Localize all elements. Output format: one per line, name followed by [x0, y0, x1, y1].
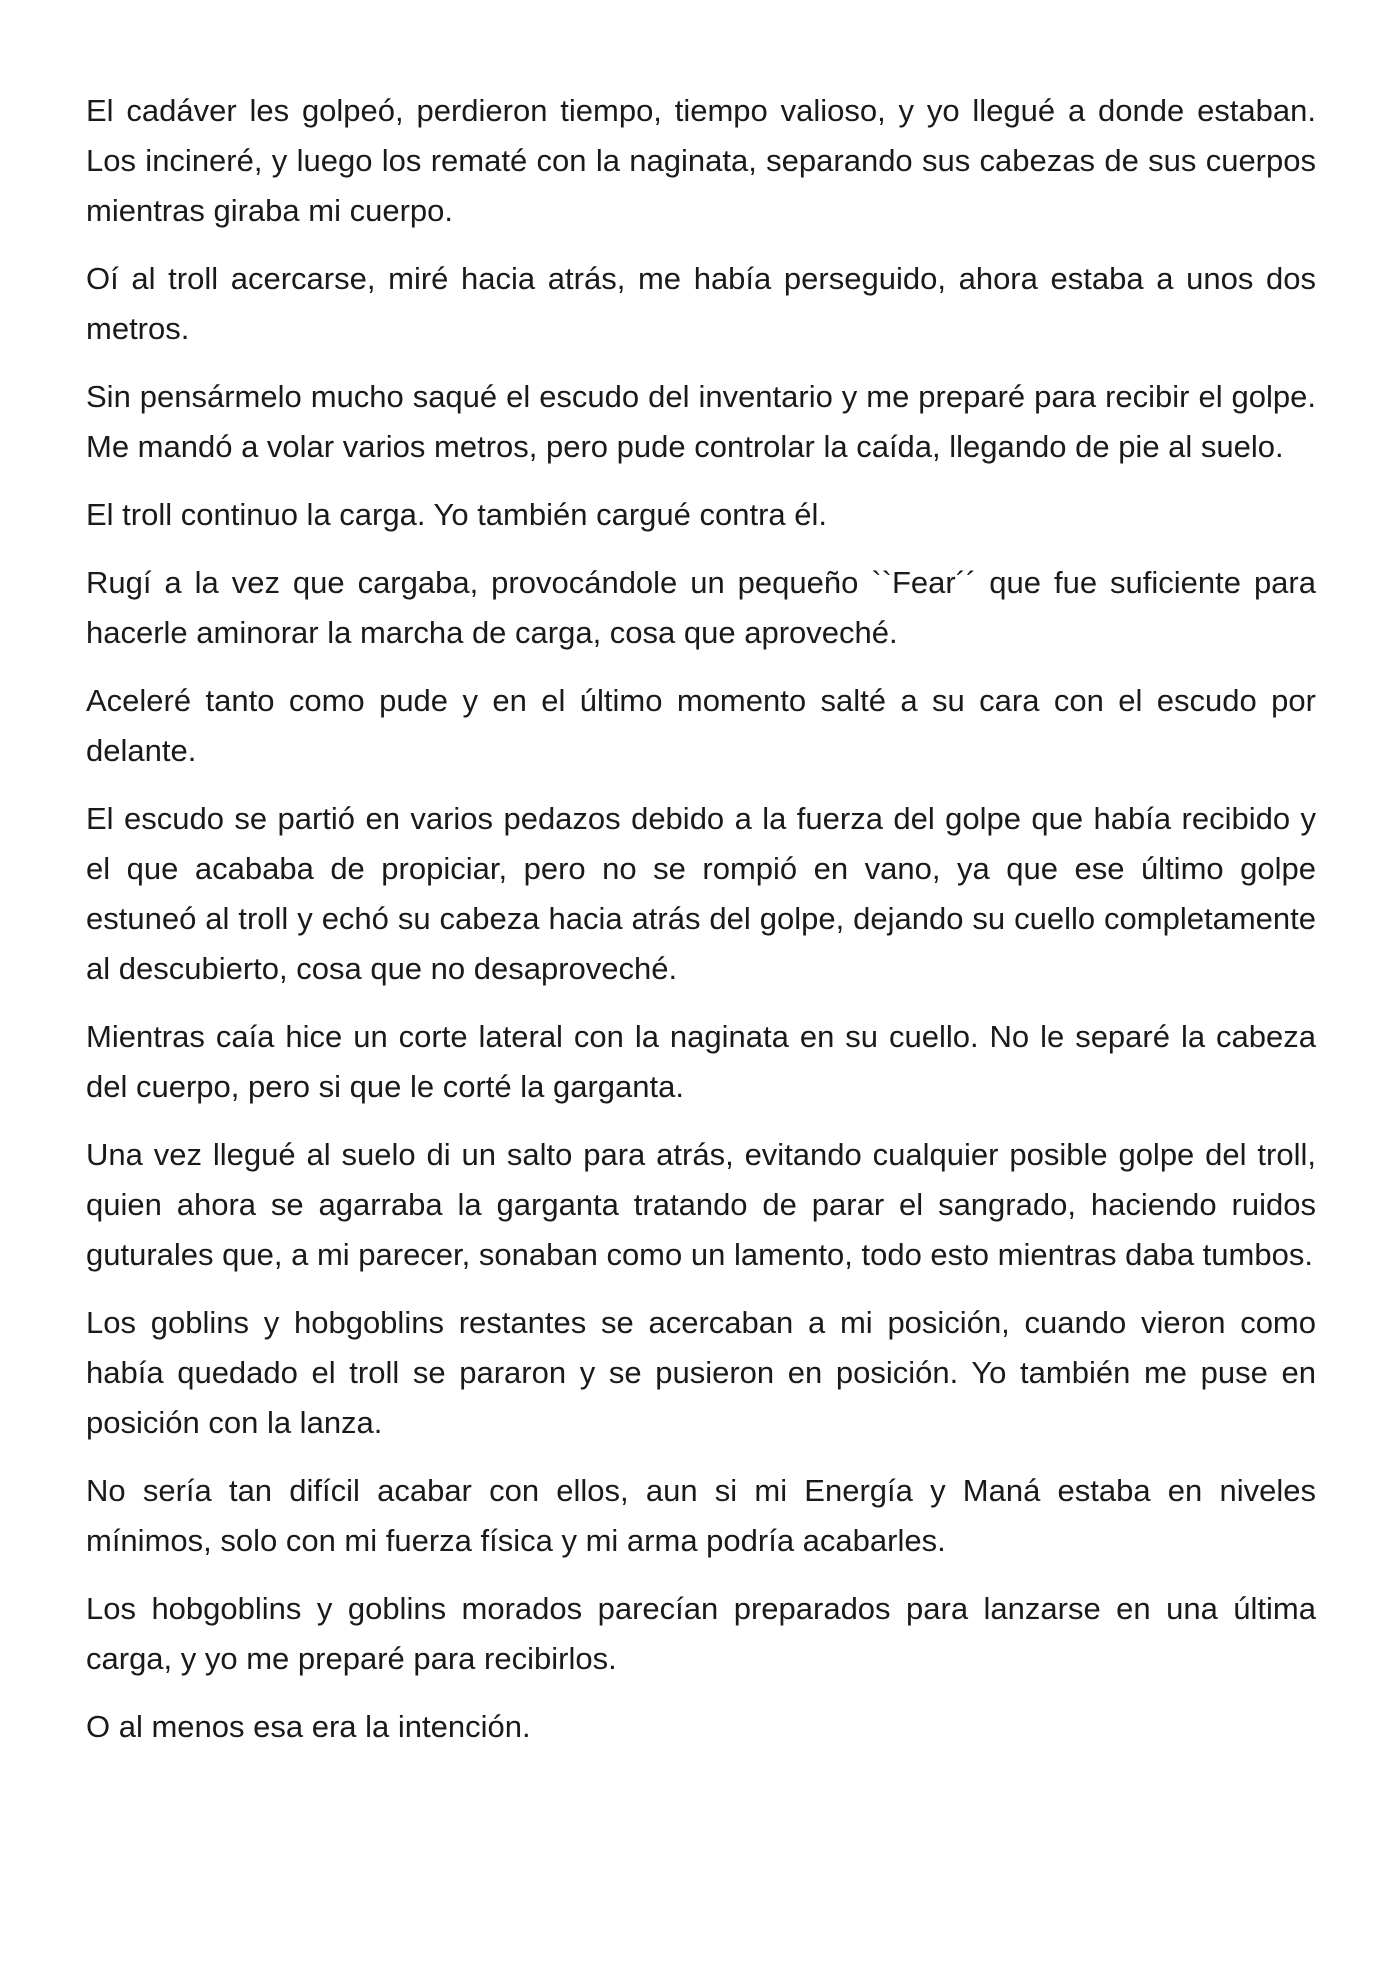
paragraph: Los hobgoblins y goblins morados parecían preparados para lanzarse en una última carga, y yo me preparé para recibirlos.	[86, 1591, 1316, 1676]
paragraph: El cadáver les golpeó, perdieron tiempo, tiempo valioso, y yo llegué a donde estaban. Los incineré, y luego los rematé con la naginata, separando sus cabezas de sus cuerpos mientras giraba mi cuerpo.	[86, 93, 1316, 228]
paragraph: Sin pensármelo mucho saqué el escudo del inventario y me preparé para recibir el golpe. Me mandó a volar varios metros, pero pude controlar la caída, llegando de pie al suelo.	[86, 379, 1316, 464]
paragraph: O al menos esa era la intención.	[86, 1709, 531, 1744]
paragraph: El escudo se partió en varios pedazos debido a la fuerza del golpe que había recibido y el que acababa de propiciar, pero no se rompió en vano, ya que ese último golpe estuneó al troll y echó su cabeza hacia atrás del golpe, dejando su cuello completamente al descubierto, cosa que no desaproveché.	[86, 801, 1316, 986]
paragraph: Oí al troll acercarse, miré hacia atrás, me había perseguido, ahora estaba a unos dos metros.	[86, 261, 1316, 346]
document-page	[86, 86, 1316, 1770]
paragraph: Los goblins y hobgoblins restantes se acercaban a mi posición, cuando vieron como había quedado el troll se pararon y se pusieron en posición. Yo también me puse en posición con la lanza.	[86, 1305, 1316, 1440]
paragraph: No sería tan difícil acabar con ellos, aun si mi Energía y Maná estaba en niveles mínimos, solo con mi fuerza física y mi arma podría acabarles.	[86, 1473, 1316, 1558]
paragraph: Mientras caía hice un corte lateral con la naginata en su cuello. No le separé la cabeza del cuerpo, pero si que le corté la garganta.	[86, 1019, 1316, 1104]
paragraph: Rugí a la vez que cargaba, provocándole un pequeño ``Fear´´ que fue suficiente para hacerle aminorar la marcha de carga, cosa que aproveché.	[86, 565, 1316, 650]
paragraph: Aceleré tanto como pude y en el último momento salté a su cara con el escudo por delante.	[86, 683, 1316, 768]
paragraph: Una vez llegué al suelo di un salto para atrás, evitando cualquier posible golpe del troll, quien ahora se agarraba la garganta tratando de parar el sangrado, haciendo ruidos guturales que, a mi parecer, sonaban como un lamento, todo esto mientras daba tumbos.	[86, 1137, 1316, 1272]
paragraph: El troll continuo la carga. Yo también cargué contra él.	[86, 497, 828, 532]
